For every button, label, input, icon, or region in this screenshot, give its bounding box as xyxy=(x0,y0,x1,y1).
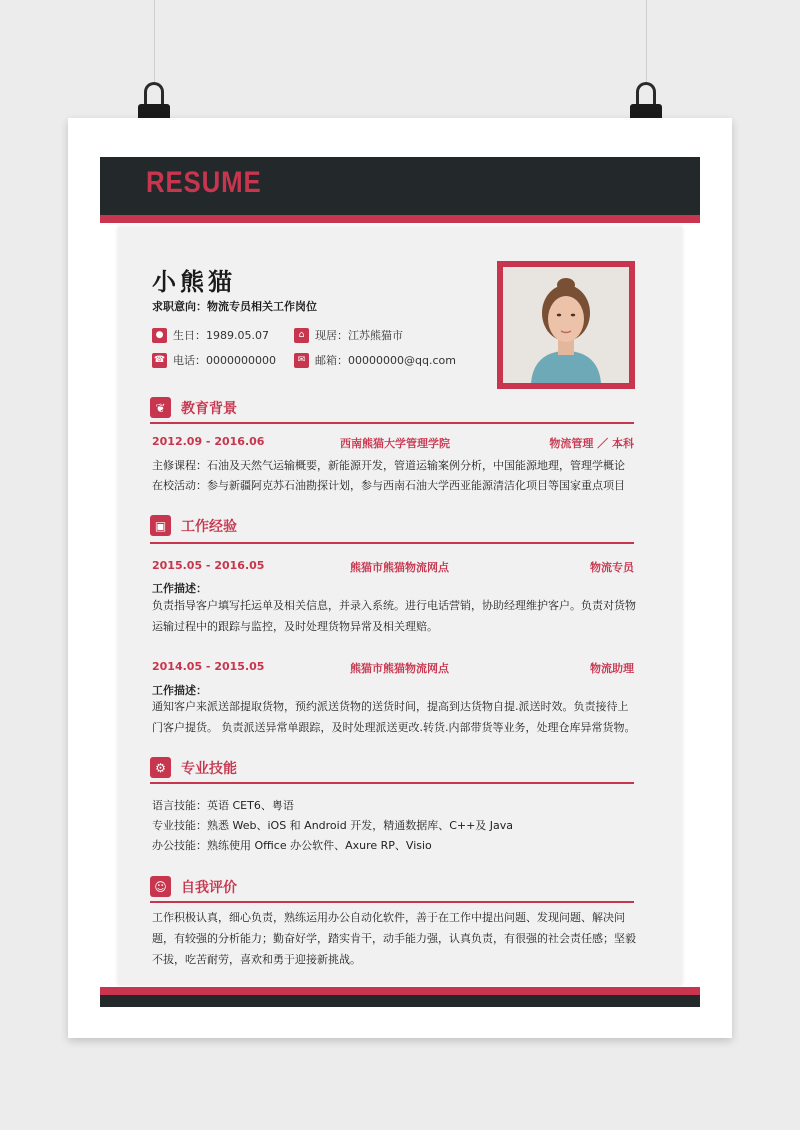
photo-frame xyxy=(497,261,635,389)
skill-item: 办公技能：熟练使用 Office 办公软件、Axure RP、Visio xyxy=(152,839,432,852)
evaluation-title: 自我评价 xyxy=(181,879,237,896)
skills-title: 专业技能 xyxy=(181,760,237,777)
job-period: 2014.05 - 2015.05 xyxy=(152,660,265,673)
gear-icon: ⚙ xyxy=(150,757,171,778)
education-school: 西南熊猫大学管理学院 xyxy=(340,437,450,450)
leaf-icon: ❦ xyxy=(150,397,171,418)
job-period: 2015.05 - 2016.05 xyxy=(152,559,265,572)
birth-info xyxy=(152,327,269,343)
job-description: 负责指导客户填写托运单及相关信息，并录入系统。进行电话营销，协助经理维护客户。负责对货物运输过程中的跟踪与监控，及时处理货物异常及相关理赔。 xyxy=(152,599,636,633)
person-icon: ● xyxy=(152,328,167,343)
location-info xyxy=(294,327,403,343)
job-objective: 求职意向：物流专员相关工作岗位 xyxy=(152,300,317,313)
education-period: 2012.09 - 2016.06 xyxy=(152,435,265,448)
birth-text: 生日：1989.05.07 xyxy=(173,329,269,342)
education-title: 教育背景 xyxy=(181,400,237,417)
phone-text: 电话：0000000000 xyxy=(173,354,276,367)
profile-photo xyxy=(503,267,629,383)
job-desc-label: 工作描述： xyxy=(152,684,207,697)
work-section-header xyxy=(150,515,237,536)
work-title: 工作经验 xyxy=(181,518,237,535)
header-bar xyxy=(100,157,700,215)
candidate-name: 小熊猫 xyxy=(152,268,236,296)
job-description: 通知客户来派送部提取货物，预约派送货物的送货时间，提高到达货物自提.派送时效。负责接待上门客户提货。 负责派送异常单跟踪，及时处理派送更改.转货.内部带货等业务，处理仓库异常货物。 xyxy=(152,700,636,734)
education-degree: 物流管理 ／ 本科 xyxy=(549,437,634,450)
work-divider xyxy=(150,542,634,544)
email-text: 邮箱：00000000@qq.com xyxy=(315,354,456,367)
skill-item: 专业技能：熟悉 Web、iOS 和 Android 开发，精通数据库、C++及 Java xyxy=(152,819,514,832)
skill-item: 语言技能：英语 CET6、粤语 xyxy=(152,799,294,812)
education-activities: 在校活动：参与新疆阿克苏石油勘探计划，参与西南石油大学西亚能源清洁化项目等国家重点项目 xyxy=(152,479,625,492)
location-text: 现居：江苏熊猫市 xyxy=(315,329,403,342)
job-company: 熊猫市熊猫物流网点 xyxy=(350,561,449,574)
job-role: 物流助理 xyxy=(590,662,634,675)
briefcase-icon: ▣ xyxy=(150,515,171,536)
phone-icon: ☎ xyxy=(152,353,167,368)
education-courses: 主修课程：石油及天然气运输概要，新能源开发，管道运输案例分析，中国能源地理，管理学概论 xyxy=(152,459,625,472)
resume-brand: RESUME xyxy=(146,166,262,199)
home-icon: ⌂ xyxy=(294,328,309,343)
job-desc-label: 工作描述： xyxy=(152,582,207,595)
skills-divider xyxy=(150,782,634,784)
job-role: 物流专员 xyxy=(590,561,634,574)
header-accent-line xyxy=(100,215,700,223)
footer-accent-line xyxy=(100,987,700,995)
evaluation-divider xyxy=(150,901,634,903)
education-section-header xyxy=(150,397,237,418)
footer-bar xyxy=(100,995,700,1007)
mail-icon: ✉ xyxy=(294,353,309,368)
evaluation-text: 工作积极认真，细心负责，熟练运用办公自动化软件，善于在工作中提出问题、发现问题、解决问题，有较强的分析能力；勤奋好学，踏实肯干，动手能力强，认真负责，有很强的社会责任感；坚毅不拔，吃苦耐劳，喜欢和勇于迎接新挑战。 xyxy=(152,911,636,966)
evaluation-section-header xyxy=(150,876,237,897)
email-info xyxy=(294,352,456,368)
education-divider xyxy=(150,422,634,424)
user-icon: ☺ xyxy=(150,876,171,897)
job-company: 熊猫市熊猫物流网点 xyxy=(350,662,449,675)
phone-info xyxy=(152,352,276,368)
skills-section-header xyxy=(150,757,237,778)
